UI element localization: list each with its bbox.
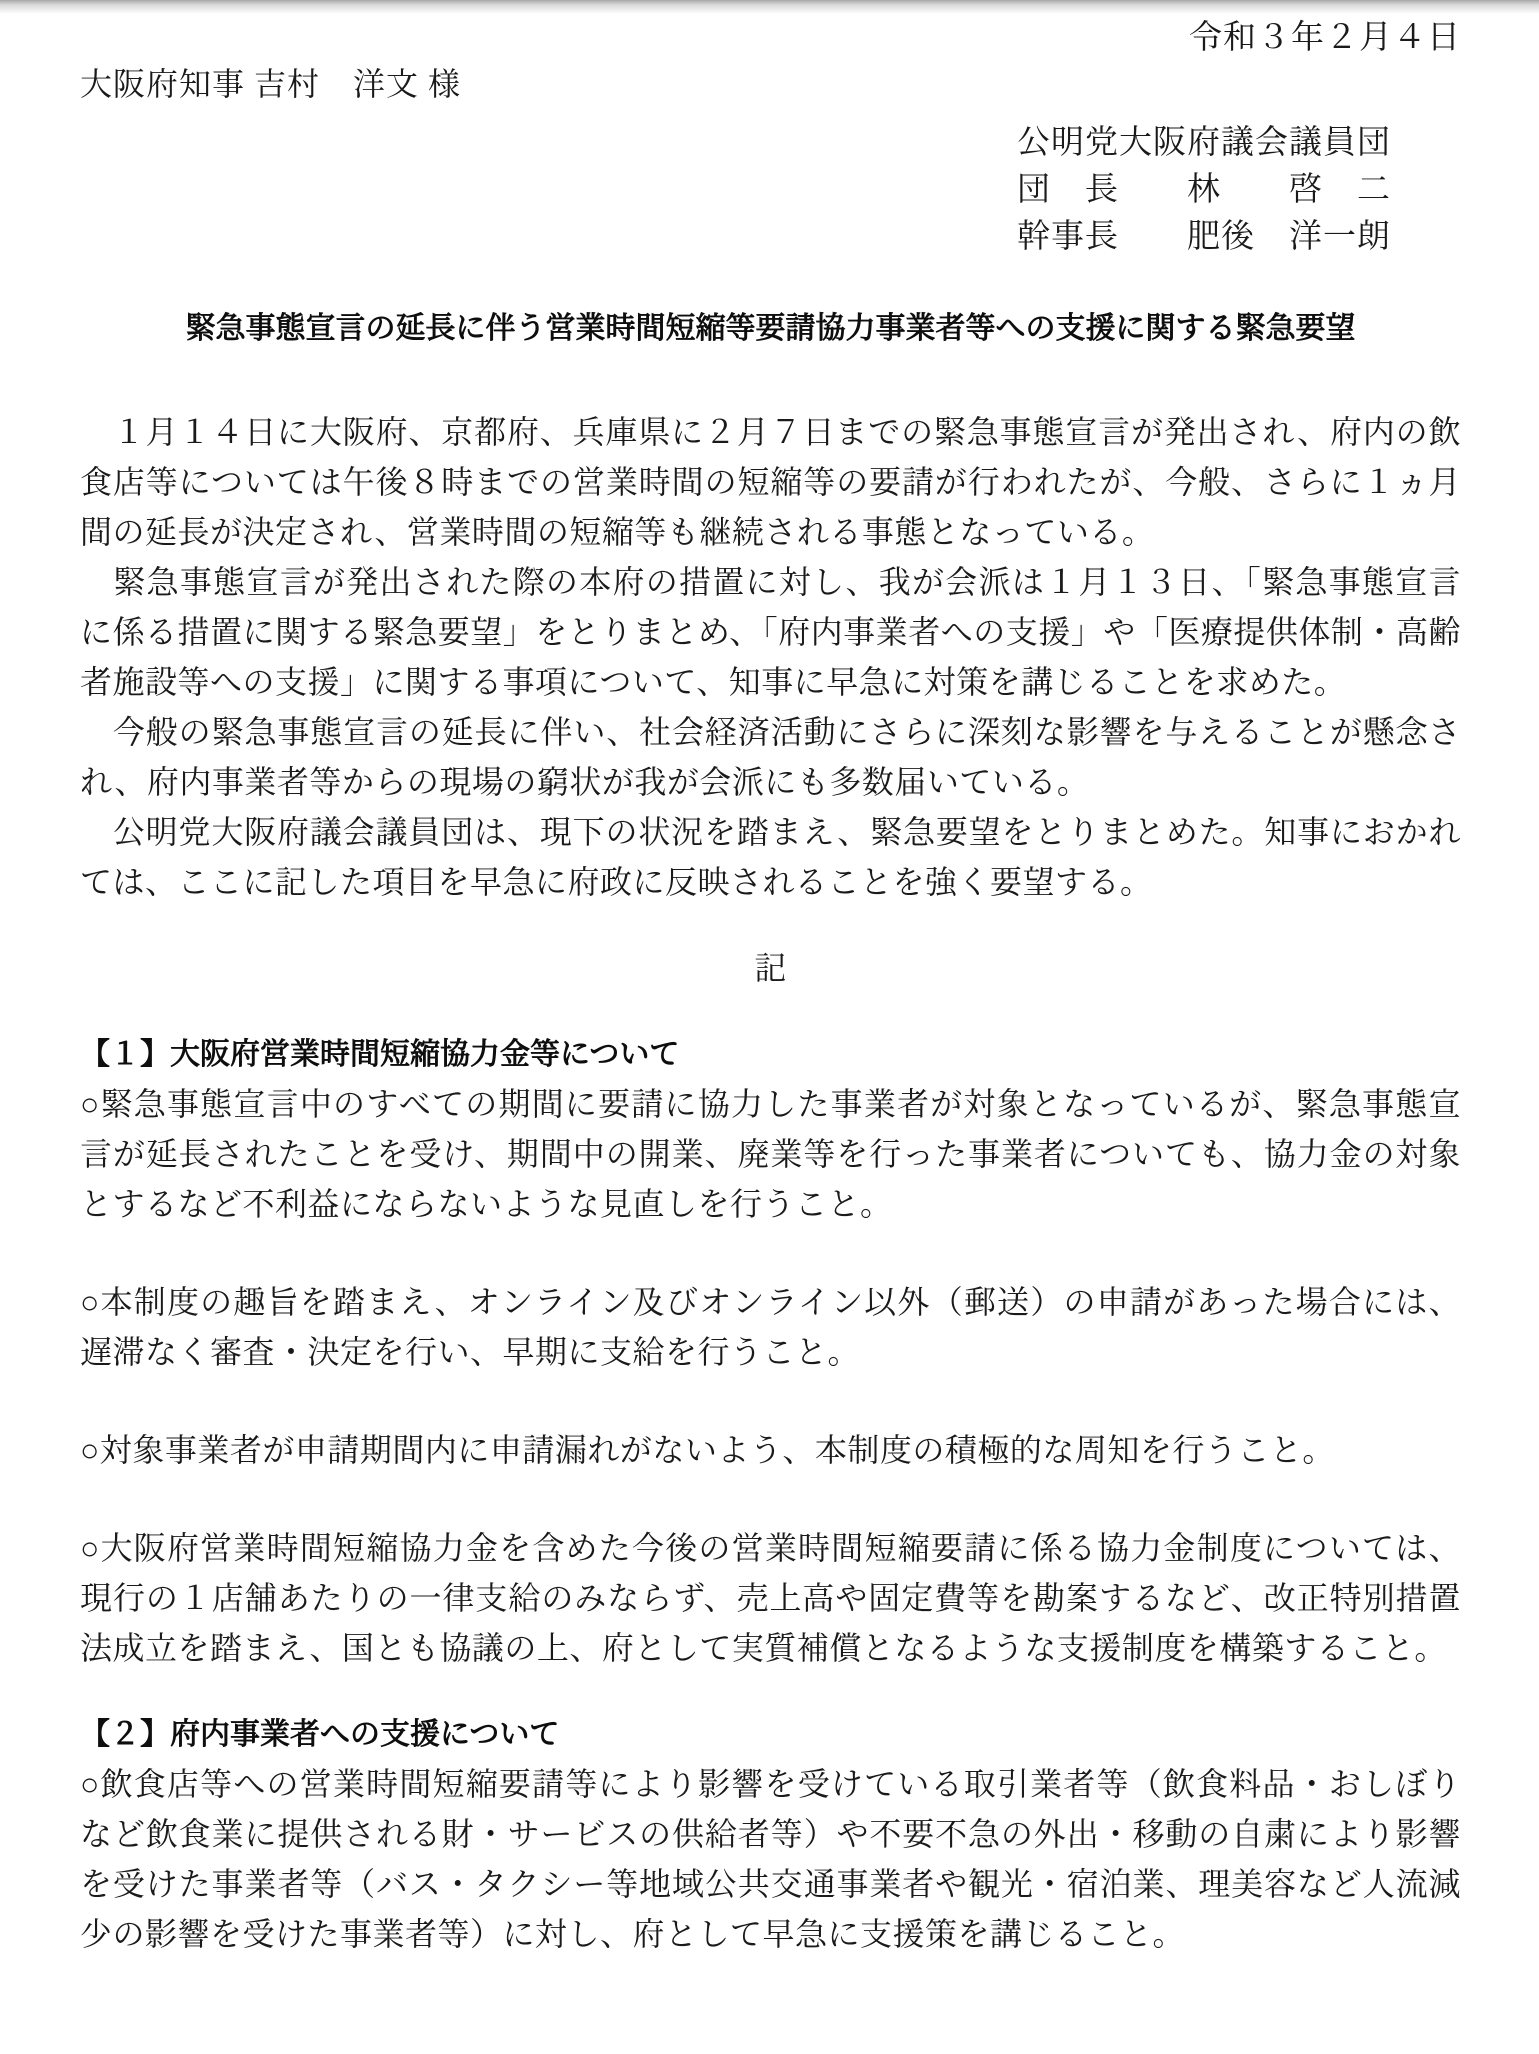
ki-marker: 記 <box>754 950 787 986</box>
section-1-item-4: ○大阪府営業時間短縮協力金を含めた今後の営業時間短縮要請に係る協力金制度については、現行の１店舗あたりの一律支給のみならず、売上高や固定費等を勘案するなど、改正特別措置法成立を踏まえ、国とも協議の上、府として実質補償となるような支援制度を構築すること。 <box>80 1530 1461 1666</box>
intro-paragraph-3: 今般の緊急事態宣言の延長に伴い、社会経済活動にさらに深刻な影響を与えることが懸念され、府内事業者等からの現場の窮状が我が会派にも多数届いている。 <box>80 714 1461 800</box>
section-1-item-2: ○本制度の趣旨を踏まえ、オンライン及びオンライン以外（郵送）の申請があった場合には、遅滞なく審査・決定を行い、早期に支給を行うこと。 <box>80 1284 1461 1370</box>
sender-secretary-general-line: 幹事長 肥後 洋一朗 <box>1017 219 1391 255</box>
section-2-item-1: ○飲食店等への営業時間短縮要請等により影響を受けている取引業者等（飲食料品・おしぼりなど飲食業に提供される財・サービスの供給者等）や不要不急の外出・移動の自粛により影響を受けた事業者等（バス・タクシー等地域公共交通事業者や観光・宿泊業、理美容など人流減少の影響を受けた事業者等）に対し、府として早急に支援策を講じること。 <box>80 1766 1461 1952</box>
section-1 <box>80 1031 1461 1673</box>
sender-organization: 公明党大阪府議会議員団 <box>1017 125 1391 161</box>
intro-paragraph-1: １月１４日に大阪府、京都府、兵庫県に２月７日までの緊急事態宣言が発出され、府内の飲食店等については午後８時までの営業時間の短縮等の要請が行われたが、今般、さらに１ヵ月間の延長が決定され、営業時間の短縮等も継続される事態となっている。 <box>80 414 1461 550</box>
sender-chairman-line: 団 長 林 啓 二 <box>1017 172 1391 208</box>
section-1-heading: 【１】大阪府営業時間短縮協力金等について <box>80 1038 680 1071</box>
section-2 <box>80 1711 1461 1959</box>
intro-body <box>80 407 1461 907</box>
section-1-item-3: ○対象事業者が申請期間内に申請漏れがないよう、本制度の積極的な周知を行うこと。 <box>80 1432 1335 1468</box>
section-2-heading: 【２】府内事業者への支援について <box>80 1718 560 1751</box>
recipient-line: 大阪府知事 吉村 洋文 様 <box>80 66 462 102</box>
sender-block <box>80 120 1461 261</box>
intro-paragraph-4: 公明党大阪府議会議員団は、現下の状況を踏まえ、緊急要望をとりまとめた。知事におかれては、ここに記した項目を早急に府政に反映されることを強く要望する。 <box>80 814 1461 900</box>
intro-paragraph-2: 緊急事態宣言が発出された際の本府の措置に対し、我が会派は１月１３日、「緊急事態宣言に係る措置に関する緊急要望」をとりまとめ、「府内事業者への支援」や「医療提供体制・高齢者施設等への支援」に関する事項について、知事に早急に対策を講じることを求めた。 <box>80 564 1461 700</box>
document-title: 緊急事態宣言の延長に伴う営業時間短縮等要請協力事業者等への支援に関する緊急要望 <box>185 312 1356 345</box>
document-date: 令和３年２月４日 <box>1189 20 1461 56</box>
section-1-item-1: ○緊急事態宣言中のすべての期間に要請に協力した事業者が対象となっているが、緊急事態宣言が延長されたことを受け、期間中の開業、廃業等を行った事業者についても、協力金の対象とするなど不利益にならないような見直しを行うこと。 <box>80 1086 1461 1222</box>
